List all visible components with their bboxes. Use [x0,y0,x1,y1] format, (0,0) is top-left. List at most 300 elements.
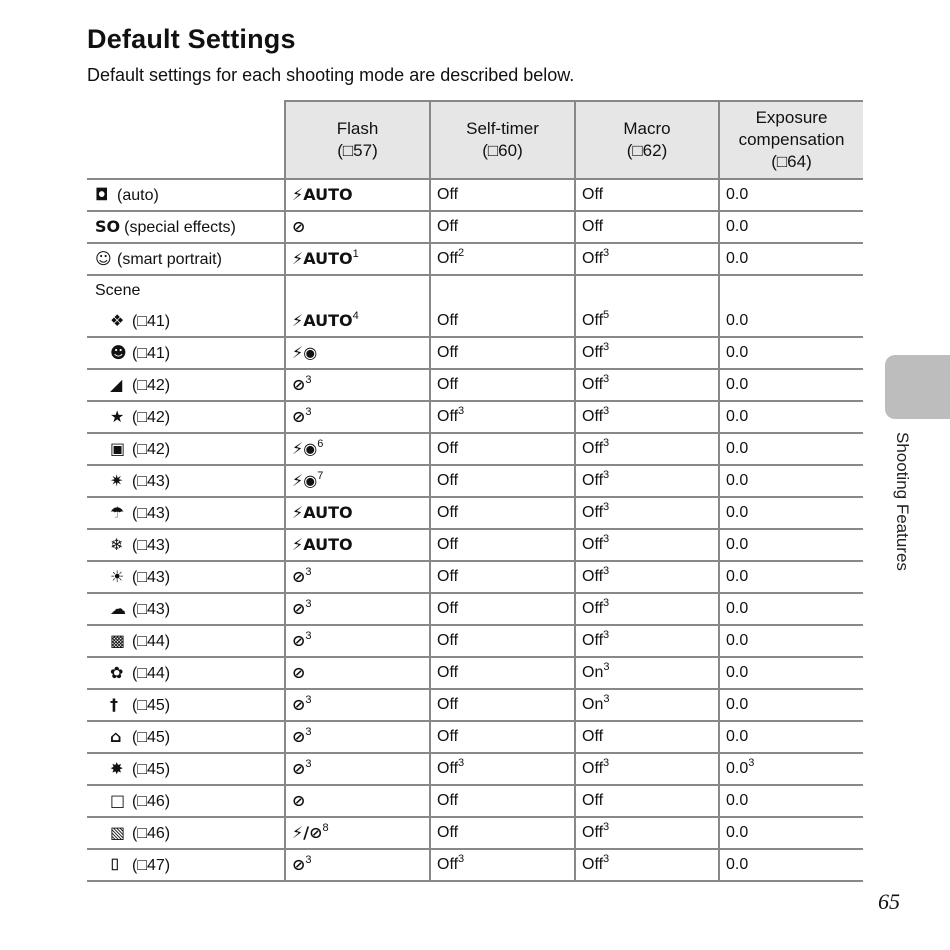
mode-ref: (□46) [132,825,171,842]
flash-cell-value: ⊘ [292,407,306,426]
header-exposure [719,101,863,179]
flash-cell-footnote: 3 [305,374,312,386]
mode-ref: (□44) [132,633,171,650]
exposure-cell [719,753,863,785]
macro-cell-footnote: 3 [603,469,610,481]
exposure-cell-value: 0.0 [726,856,749,873]
macro-cell-value: Off [582,218,604,235]
table-row [87,849,863,881]
exposure-cell-value: 0.0 [726,376,749,393]
macro-cell-footnote: 3 [603,501,610,513]
macro-cell [575,849,719,881]
mode-cell [87,465,285,497]
macro-cell-value: Off [582,186,604,203]
self-timer-cell [430,243,575,275]
flash-cell-value: ⊘ [292,759,306,778]
mode-cell [87,785,285,817]
empty-cell [719,275,863,306]
flash-cell [285,369,430,401]
food-icon: † [110,695,118,714]
table-row [87,785,863,817]
exposure-cell [719,817,863,849]
flash-cell-value: ⊘ [292,855,306,874]
table-row [87,433,863,465]
flash-cell-footnote: 4 [352,310,359,322]
table-row [87,401,863,433]
exposure-cell-value: 0.0 [726,824,749,841]
exposure-cell-value: 0.0 [726,186,749,203]
macro-cell [575,785,719,817]
header-exposure-label: Exposure [755,108,828,127]
macro-cell-footnote: 3 [603,437,610,449]
macro-cell-footnote: 3 [603,693,610,705]
self-timer-cell-value: Off [437,440,459,457]
self-timer-cell-value: Off [437,250,459,267]
exposure-cell-value: 0.0 [726,312,749,329]
self-timer-cell [430,657,575,689]
self-timer-cell-value: Off [437,408,459,425]
flash-cell-footnote: 3 [305,854,312,866]
flash-cell [285,465,430,497]
header-exposure-ref: (□64) [771,152,812,171]
flash-cell [285,433,430,465]
exposure-cell-value: 0.0 [726,440,749,457]
exposure-cell-value: 0.0 [726,696,749,713]
self-timer-cell-value: Off [437,792,459,809]
self-timer-cell [430,497,575,529]
exposure-cell [719,306,863,337]
intro-text: Default settings for each shooting mode are described below. [87,65,575,85]
macro-cell-footnote: 3 [603,341,610,353]
mode-label: (special effects) [124,219,236,236]
self-timer-cell [430,337,575,369]
backlighting-icon: ▧ [110,823,126,842]
self-timer-cell [430,593,575,625]
self-timer-cell-value: Off [437,728,459,745]
self-timer-cell [430,369,575,401]
exposure-cell [719,465,863,497]
exposure-cell-value: 0.0 [726,218,749,235]
flash-cell-value: ⊘ [292,375,306,394]
exposure-cell [719,529,863,561]
macro-cell [575,179,719,211]
macro-cell [575,243,719,275]
flash-cell [285,337,430,369]
self-timer-cell-value: Off [437,312,459,329]
macro-cell [575,721,719,753]
self-timer-cell-value: Off [437,568,459,585]
macro-cell [575,561,719,593]
mode-ref: (□45) [132,697,171,714]
sunset-icon: ☀ [110,567,125,586]
flash-cell-footnote: 6 [317,438,324,450]
macro-cell-footnote: 3 [603,247,610,259]
mode-cell [87,337,285,369]
macro-cell [575,211,719,243]
self-timer-cell-value: Off [437,504,459,521]
default-settings-table [87,100,863,882]
header-mode [87,101,285,179]
self-timer-cell [430,689,575,721]
mode-ref: (□42) [132,377,171,394]
self-timer-cell [430,625,575,657]
exposure-cell-value: 0.0 [726,760,749,777]
mode-cell [87,497,285,529]
exposure-cell-value: 0.0 [726,728,749,745]
macro-cell-footnote: 5 [603,309,610,321]
self-timer-cell-value: Off [437,856,459,873]
self-timer-cell [430,753,575,785]
exposure-cell-value: 0.0 [726,408,749,425]
self-timer-cell [430,179,575,211]
empty-cell [430,275,575,306]
macro-cell-footnote: 3 [603,661,610,673]
mode-cell [87,369,285,401]
mode-ref: (□43) [132,473,171,490]
exposure-cell [719,785,863,817]
sports-icon: ★ [110,407,125,426]
flash-cell-footnote: 1 [352,248,359,260]
self-timer-cell-value: Off [437,824,459,841]
table-row [87,593,863,625]
exposure-cell-value: 0.0 [726,344,749,361]
mode-cell [87,243,285,275]
flash-cell-footnote: 3 [305,758,312,770]
self-timer-cell-value: Off [437,632,459,649]
self-timer-cell [430,561,575,593]
mode-ref: (□43) [132,505,171,522]
self-timer-cell [430,465,575,497]
table-row [87,817,863,849]
self-timer-cell-value: Off [437,186,459,203]
exposure-cell-value: 0.0 [726,600,749,617]
table-row [87,243,863,275]
flash-cell [285,529,430,561]
fireworks-show-icon: ✸ [110,759,124,778]
exposure-cell-value: 0.0 [726,504,749,521]
table-row [87,211,863,243]
macro-cell-value: Off [582,312,604,329]
table-row [87,337,863,369]
macro-cell-value: Off [582,376,604,393]
flash-cell-footnote: 3 [305,726,312,738]
header-self-timer-label: Self-timer [466,119,539,138]
night-landscape-icon: ▩ [110,631,126,650]
exposure-cell [719,657,863,689]
macro-cell-value: Off [582,536,604,553]
header-macro [575,101,719,179]
exposure-cell [719,243,863,275]
mode-ref: (□42) [132,409,171,426]
table-row [87,497,863,529]
flash-cell-footnote: 3 [305,630,312,642]
header-flash-label: Flash [336,119,379,138]
table-row [87,657,863,689]
flash-cell-footnote: 3 [305,406,312,418]
flash-cell [285,401,430,433]
header-macro-label: Macro [623,119,671,138]
macro-cell-footnote: 3 [603,373,610,385]
table-row [87,721,863,753]
table-row [87,561,863,593]
self-timer-cell-value: Off [437,376,459,393]
flash-cell-value: ⚡AUTO [292,311,353,330]
mode-cell [87,561,285,593]
table-row [87,179,863,211]
chapter-label: Shooting Features [893,432,912,571]
flash-cell-value: ⊘ [292,567,306,586]
flash-cell [285,753,430,785]
close-up-icon: ✿ [110,663,124,682]
exposure-cell [719,433,863,465]
macro-cell-footnote: 3 [603,533,610,545]
macro-cell-footnote: 3 [603,757,610,769]
flash-cell-value: ⊘ [292,791,306,810]
camera-auto-icon: ◘ [95,185,109,204]
self-timer-cell [430,721,575,753]
macro-cell [575,625,719,657]
mode-cell [87,529,285,561]
flash-cell-value: ⊘ [292,631,306,650]
flash-cell [285,179,430,211]
self-timer-cell-value: Off [437,344,459,361]
header-flash-ref: (□57) [337,141,378,160]
night-portrait-icon: ▣ [110,439,126,458]
macro-cell [575,433,719,465]
macro-cell-footnote: 3 [603,853,610,865]
macro-cell-footnote: 3 [603,597,610,609]
macro-cell-value: Off [582,472,604,489]
macro-cell-value: Off [582,250,604,267]
self-timer-cell-value: Off [437,536,459,553]
macro-cell-value: Off [582,568,604,585]
empty-cell [285,275,430,306]
macro-cell [575,306,719,337]
exposure-cell [719,689,863,721]
macro-cell-value: Off [582,760,604,777]
flash-cell [285,306,430,337]
macro-cell-footnote: 3 [603,629,610,641]
flash-cell-footnote: 7 [317,470,324,482]
flash-cell-value: ⚡◉ [292,343,318,362]
macro-cell-footnote: 3 [603,821,610,833]
macro-cell [575,497,719,529]
portrait-icon: ☻ [110,343,127,362]
exposure-cell-value: 0.0 [726,664,749,681]
exposure-cell-value: 0.0 [726,792,749,809]
flash-cell-value: ⚡◉ [292,471,318,490]
macro-cell-value: Off [582,504,604,521]
macro-cell-value: Off [582,792,604,809]
mode-cell [87,817,285,849]
self-timer-cell [430,529,575,561]
flash-cell-footnote: 3 [305,694,312,706]
flash-cell-value: ⚡AUTO [292,249,353,268]
table-row [87,753,863,785]
mode-ref: (□43) [132,537,171,554]
party-indoor-icon: ✷ [110,471,124,490]
flash-cell-value: ⚡/⊘ [292,823,323,842]
flash-cell [285,849,430,881]
special-effects-icon: SO [95,217,121,236]
mode-cell [87,721,285,753]
flash-cell-value: ⊘ [292,599,306,618]
exposure-cell [719,497,863,529]
macro-cell [575,337,719,369]
self-timer-cell-value: Off [437,760,459,777]
self-timer-cell-footnote: 3 [458,853,465,865]
flash-cell [285,211,430,243]
mode-cell [87,593,285,625]
dusk-dawn-icon: ☁ [110,599,126,618]
mode-cell [87,433,285,465]
flash-cell-value: ⊘ [292,727,306,746]
macro-cell-value: Off [582,632,604,649]
mode-ref: (□43) [132,601,171,618]
header-flash [285,101,430,179]
flash-cell [285,785,430,817]
flash-cell-value: ⚡AUTO [292,185,353,204]
macro-cell-value: On [582,696,604,713]
macro-cell [575,465,719,497]
exposure-cell [719,211,863,243]
macro-cell-value: Off [582,408,604,425]
mode-ref: (□43) [132,569,171,586]
exposure-cell [719,401,863,433]
self-timer-cell [430,849,575,881]
landscape-icon: ◢ [110,375,123,394]
flash-cell-footnote: 8 [322,822,329,834]
mode-cell [87,306,285,337]
flash-cell-footnote: 3 [305,598,312,610]
flash-cell [285,561,430,593]
macro-cell [575,593,719,625]
panorama-assist-icon: ⌷ [110,855,120,874]
table-row [87,689,863,721]
self-timer-cell [430,817,575,849]
self-timer-cell [430,401,575,433]
macro-cell [575,817,719,849]
flash-cell [285,243,430,275]
macro-cell [575,401,719,433]
exposure-cell-value: 0.0 [726,250,749,267]
exposure-cell [719,561,863,593]
exposure-cell [719,179,863,211]
macro-cell-value: Off [582,856,604,873]
macro-cell-value: On [582,664,604,681]
mode-ref: (□41) [132,345,171,362]
flash-cell [285,721,430,753]
exposure-cell-footnote: 3 [748,757,755,769]
self-timer-cell [430,211,575,243]
self-timer-cell-value: Off [437,696,459,713]
black-and-white-copy-icon: □ [110,791,126,810]
macro-cell-value: Off [582,600,604,617]
self-timer-cell-value: Off [437,218,459,235]
mode-ref: (□46) [132,793,171,810]
mode-ref: (□41) [132,313,171,330]
macro-cell [575,689,719,721]
mode-label: (smart portrait) [117,251,222,268]
self-timer-cell-footnote: 3 [458,405,465,417]
table-row [87,306,863,337]
table-row [87,625,863,657]
self-timer-cell-value: Off [437,472,459,489]
smart-portrait-icon: ☺ [95,249,112,268]
self-timer-cell [430,306,575,337]
exposure-cell-value: 0.0 [726,632,749,649]
mode-ref: (□45) [132,729,171,746]
flash-cell-value: ⚡AUTO [292,503,353,522]
exposure-cell [719,625,863,657]
self-timer-cell [430,433,575,465]
mode-ref: (□45) [132,761,171,778]
table-row [87,369,863,401]
flash-cell [285,497,430,529]
exposure-cell [719,593,863,625]
table-row [87,529,863,561]
flash-cell-value: ⊘ [292,217,306,236]
macro-cell-value: Off [582,824,604,841]
table-row [87,465,863,497]
exposure-cell [719,721,863,753]
macro-cell [575,753,719,785]
mode-cell [87,625,285,657]
self-timer-cell-value: Off [437,600,459,617]
flash-cell-value: ⊘ [292,663,306,682]
header-self-timer-ref: (□60) [482,141,523,160]
self-timer-cell [430,785,575,817]
chapter-tab [885,355,950,419]
flash-cell [285,817,430,849]
mode-cell [87,849,285,881]
page-title: Default Settings [87,24,296,54]
mode-ref: (□44) [132,665,171,682]
macro-cell [575,657,719,689]
header-macro-ref: (□62) [626,141,668,160]
self-timer-cell-footnote: 2 [458,247,465,259]
macro-cell-value: Off [582,440,604,457]
flash-cell [285,625,430,657]
beach-icon: ☂ [110,503,125,522]
empty-cell [575,275,719,306]
macro-cell-footnote: 3 [603,565,610,577]
mode-cell [87,689,285,721]
exposure-cell [719,337,863,369]
scene-auto-selector-icon: ❖ [110,311,125,330]
scene-group-label: Scene [95,282,141,299]
exposure-cell-value: 0.0 [726,568,749,585]
museum-icon: ⌂ [110,727,122,746]
table-header-row [87,101,863,179]
snow-icon: ❄ [110,535,124,554]
mode-ref: (□42) [132,441,171,458]
self-timer-cell-value: Off [437,664,459,681]
mode-cell [87,657,285,689]
macro-cell-value: Off [582,728,604,745]
header-exposure-label-2: compensation [738,130,845,149]
exposure-cell-value: 0.0 [726,472,749,489]
exposure-cell [719,369,863,401]
self-timer-cell-footnote: 3 [458,757,465,769]
mode-cell [87,753,285,785]
macro-cell [575,369,719,401]
header-self-timer [430,101,575,179]
flash-cell-value: ⚡◉ [292,439,318,458]
mode-ref: (□47) [132,857,171,874]
flash-cell-value: ⊘ [292,695,306,714]
page-number: 65 [878,889,900,914]
